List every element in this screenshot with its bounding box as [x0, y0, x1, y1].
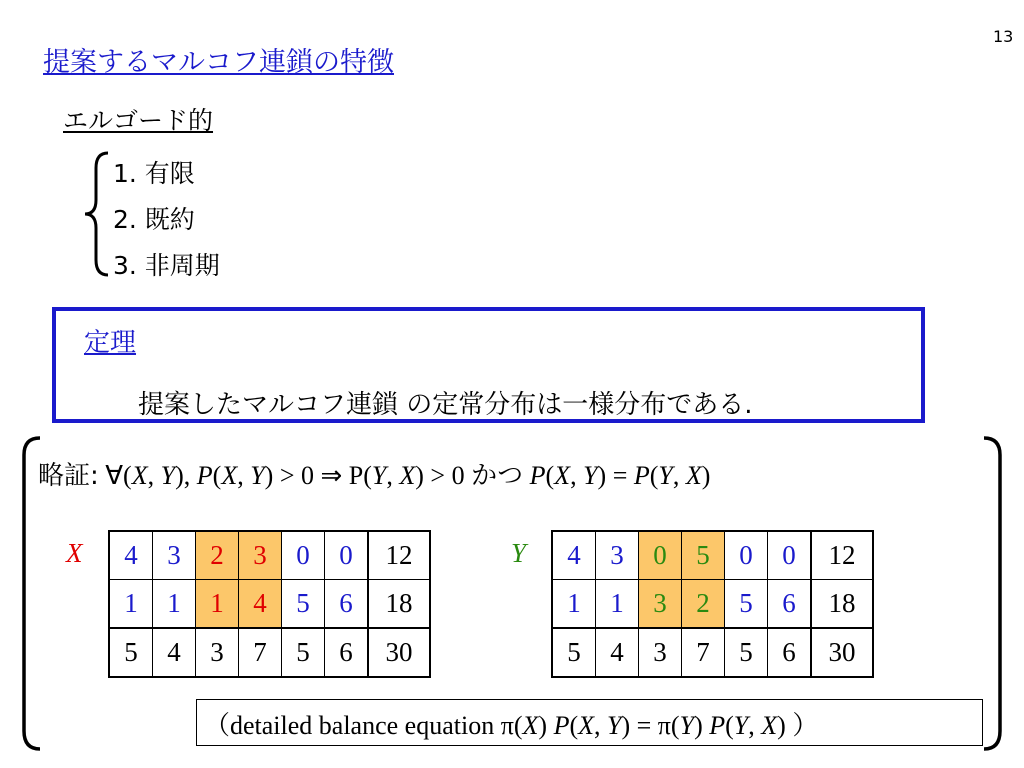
var-x: X — [578, 711, 595, 740]
var-y: Y — [250, 461, 265, 490]
matrix-cell: 3 — [153, 531, 196, 580]
matrix-x-table — [108, 530, 431, 678]
right-big-paren — [980, 435, 1010, 753]
balance-text: ) — [694, 711, 710, 740]
matrix-cell-highlighted: 1 — [196, 580, 239, 629]
column-sum: 7 — [239, 628, 282, 677]
column-sum: 5 — [282, 628, 325, 677]
matrix-cell: 6 — [325, 580, 369, 629]
column-sum: 7 — [682, 628, 725, 677]
column-sum: 5 — [725, 628, 768, 677]
var-x: X — [761, 711, 778, 740]
condition-aperiodic: 3. 非周期 — [113, 251, 220, 280]
balance-text: ( — [569, 711, 579, 740]
matrix-cell-highlighted: 4 — [239, 580, 282, 629]
balance-open: （detailed balance equation π( — [204, 711, 523, 740]
comma: , — [672, 461, 686, 490]
column-sum: 4 — [153, 628, 196, 677]
var-x: X — [131, 461, 148, 490]
comma: , — [570, 461, 584, 490]
matrix-y-label: Y — [511, 538, 527, 568]
subtitle-ergodic: エルゴード的 — [63, 106, 214, 135]
close-paren: ) — [701, 461, 711, 490]
theorem-heading: 定理 — [84, 328, 137, 358]
total-sum: 30 — [811, 628, 873, 677]
row-sum: 18 — [811, 580, 873, 629]
column-sum: 5 — [552, 628, 596, 677]
comma: , — [594, 711, 608, 740]
equals: ) = — [597, 461, 634, 490]
prob-p: P — [196, 461, 213, 490]
var-y: Y — [160, 461, 176, 490]
column-sum: 3 — [639, 628, 682, 677]
column-sum: 4 — [596, 628, 639, 677]
var-x: X — [554, 461, 571, 490]
table-row — [552, 628, 873, 677]
matrix-cell: 5 — [282, 580, 325, 629]
var-x: X — [522, 711, 539, 740]
column-sum: 6 — [768, 628, 812, 677]
matrix-cell-highlighted: 2 — [682, 580, 725, 629]
matrix-cell-highlighted: 5 — [682, 531, 725, 580]
condition-irreducible: 2. 既約 — [113, 205, 195, 234]
row-sum: 18 — [368, 580, 430, 629]
matrix-cell-highlighted: 2 — [196, 531, 239, 580]
matrix-cell-highlighted: 3 — [239, 531, 282, 580]
row-sum: 12 — [368, 531, 430, 580]
table-row — [552, 531, 873, 580]
column-sum: 5 — [109, 628, 153, 677]
greater-than-zero: ) > 0 — [415, 461, 472, 490]
var-y: Y — [371, 461, 387, 490]
comma: , — [386, 461, 400, 490]
open-paren: ( — [545, 461, 555, 490]
matrix-cell: 6 — [768, 580, 812, 629]
column-sum: 6 — [325, 628, 369, 677]
implication: ) > 0 ⇒ P( — [264, 461, 372, 490]
matrix-cell: 4 — [552, 531, 596, 580]
balance-equation — [204, 705, 818, 742]
slide-title: 提案するマルコフ連鎖の特徴 — [43, 47, 394, 78]
matrix-cell: 1 — [552, 580, 596, 629]
table-row — [109, 628, 430, 677]
var-y: Y — [607, 711, 622, 740]
matrix-cell: 1 — [109, 580, 153, 629]
var-x: X — [399, 461, 416, 490]
open-paren: ( — [212, 461, 222, 490]
var-x: X — [221, 461, 238, 490]
balance-text: ) — [538, 711, 554, 740]
prob-p: P — [633, 461, 650, 490]
balance-close: ) ） — [777, 711, 819, 740]
matrix-cell: 0 — [282, 531, 325, 580]
left-curly-brace — [80, 150, 114, 278]
comma: , — [147, 461, 161, 490]
matrix-cell: 1 — [596, 580, 639, 629]
matrix-cell: 0 — [768, 531, 812, 580]
matrix-cell: 0 — [325, 531, 369, 580]
table-row — [109, 580, 430, 629]
proof-prefix: 略証: — [38, 461, 99, 491]
matrix-x-label: X — [66, 538, 83, 568]
balance-text: ) = π( — [621, 711, 680, 740]
comma: , — [748, 711, 762, 740]
theorem-statement: 提案したマルコフ連鎖 の定常分布は一様分布である. — [138, 390, 753, 420]
column-sum: 3 — [196, 628, 239, 677]
matrix-y-table — [551, 530, 874, 678]
var-x: X — [685, 461, 702, 490]
matrix-cell-highlighted: 3 — [639, 580, 682, 629]
comma: , — [237, 461, 251, 490]
var-y: Y — [679, 711, 695, 740]
row-sum: 12 — [811, 531, 873, 580]
total-sum: 30 — [368, 628, 430, 677]
prob-p: P — [553, 711, 570, 740]
close-paren: ), — [175, 461, 197, 490]
prob-p: P — [709, 711, 726, 740]
proof-line — [38, 455, 710, 492]
var-y: Y — [583, 461, 598, 490]
matrix-cell: 5 — [725, 580, 768, 629]
matrix-cell: 4 — [109, 531, 153, 580]
condition-finite: 1. 有限 — [113, 159, 195, 188]
matrix-cell: 0 — [725, 531, 768, 580]
table-row — [552, 580, 873, 629]
matrix-cell: 1 — [153, 580, 196, 629]
balance-text: ( — [725, 711, 734, 740]
katsu-word: かつ — [471, 461, 524, 491]
matrix-cell-highlighted: 0 — [639, 531, 682, 580]
matrix-cell: 3 — [596, 531, 639, 580]
var-y: Y — [733, 711, 749, 740]
slide-number: 13 — [993, 27, 1014, 46]
prob-p: P — [529, 461, 546, 490]
forall-symbol: ∀( — [105, 461, 132, 490]
table-row — [109, 531, 430, 580]
var-y: Y — [658, 461, 673, 490]
open-paren: ( — [649, 461, 659, 490]
